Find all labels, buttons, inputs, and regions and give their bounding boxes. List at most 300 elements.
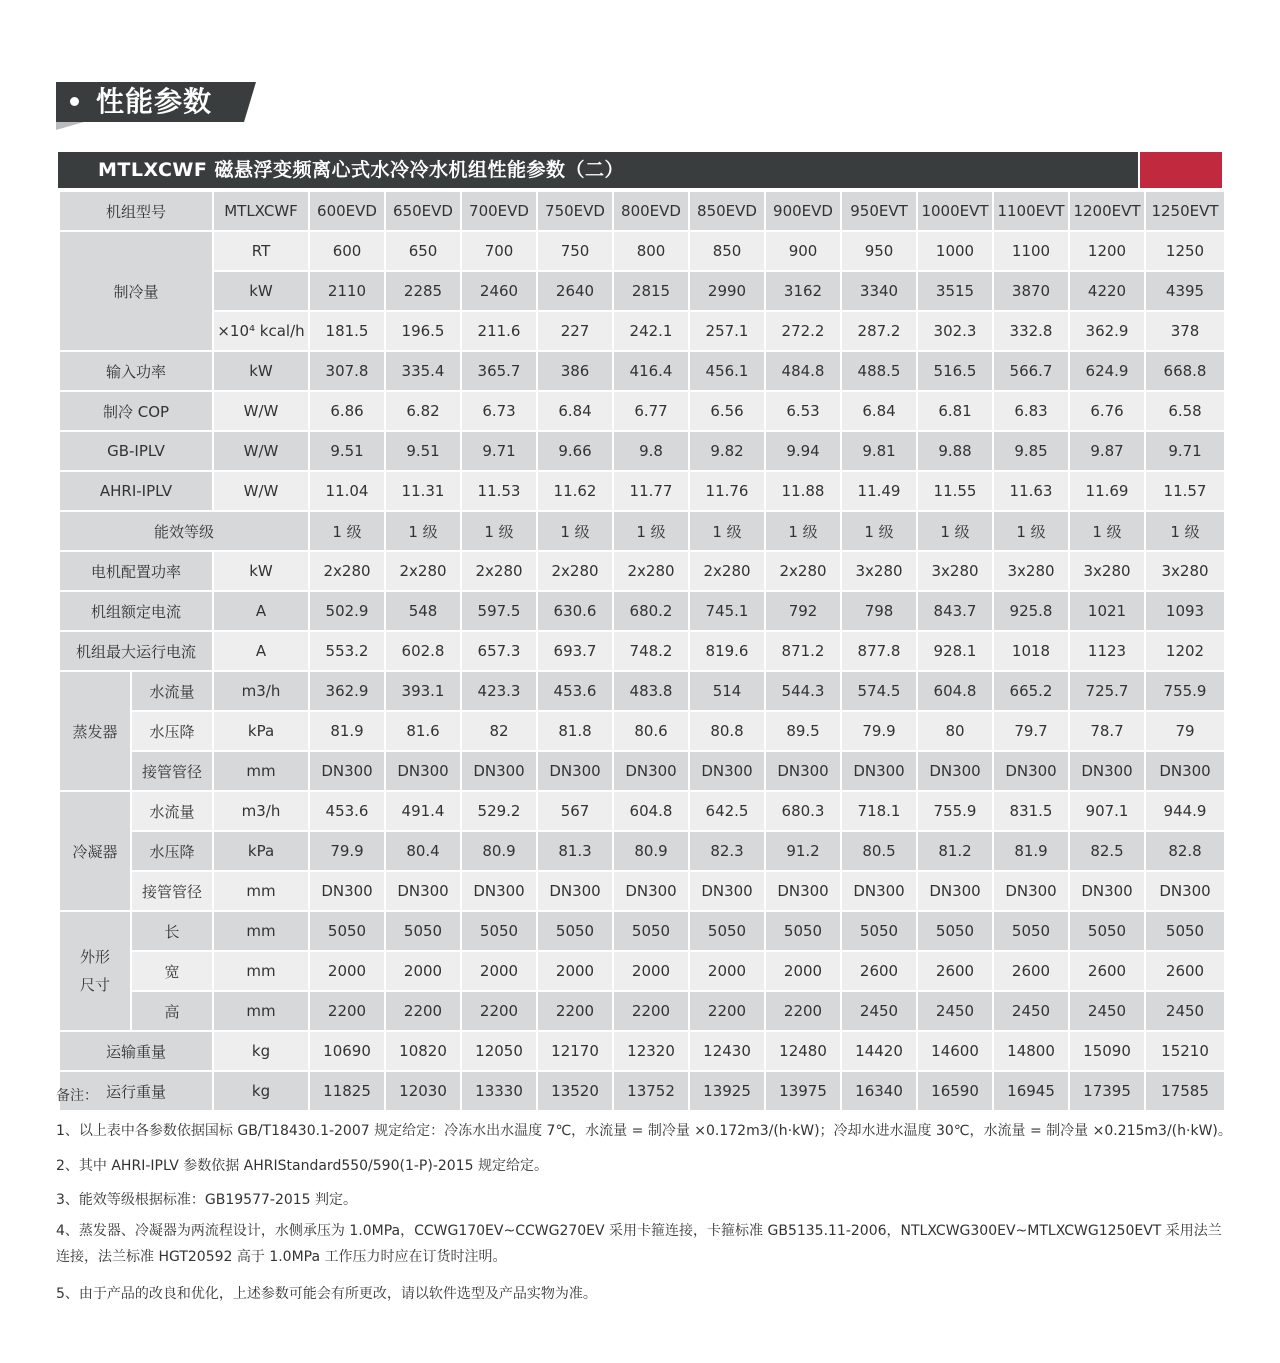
value-cell: 725.7 — [1069, 671, 1145, 711]
model-name: 1000EVT — [917, 191, 993, 231]
value-cell: 5050 — [993, 911, 1069, 951]
value-cell: 2600 — [1069, 951, 1145, 991]
unit-cell: A — [213, 591, 309, 631]
model-name: 950EVT — [841, 191, 917, 231]
value-cell: 2450 — [917, 991, 993, 1031]
model-name: 1100EVT — [993, 191, 1069, 231]
value-cell: 2200 — [309, 991, 385, 1031]
sub-label: 接管管径 — [131, 751, 213, 791]
value-cell: 553.2 — [309, 631, 385, 671]
value-cell: DN300 — [1145, 871, 1225, 911]
value-cell: DN300 — [461, 751, 537, 791]
value-cell: 483.8 — [613, 671, 689, 711]
value-cell: 11.49 — [841, 471, 917, 511]
sub-label: 接管管径 — [131, 871, 213, 911]
value-cell: 745.1 — [689, 591, 765, 631]
note-item: 1、以上表中各参数依据国标 GB/T18430.1-2007 规定给定：冷冻水出水温度 7℃，水流量 = 制冷量 ×0.172m3/(h·kW)；冷却水进水温度 30℃，水流量 = 制冷量 ×0.215m3/(h·kW)。 — [56, 1123, 1232, 1139]
value-cell: DN300 — [765, 871, 841, 911]
value-cell: 602.8 — [385, 631, 461, 671]
row-label: 电机配置功率 — [59, 551, 213, 591]
section-header-fold — [56, 122, 84, 130]
model-name: 700EVD — [461, 191, 537, 231]
note-item: 3、能效等级根据标准：GB19577-2015 判定。 — [56, 1192, 358, 1208]
table-row — [59, 711, 1225, 751]
value-cell: DN300 — [765, 751, 841, 791]
value-cell: 81.6 — [385, 711, 461, 751]
value-cell: 196.5 — [385, 311, 461, 351]
value-cell: 1200 — [1069, 231, 1145, 271]
sub-label: 水流量 — [131, 671, 213, 711]
unit-cell: mm — [213, 911, 309, 951]
note-item: 4、蒸发器、冷凝器为两流程设计，水侧承压为 1.0MPa，CCWG170EV~CCWG270EV 采用卡箍连接，卡箍标准 GB5135.11-2006，NTLXCWG300EV~MTLXCWG1250EVT 采用法兰连接，法兰标准 HGT20592 高于 1.0MPa 工作压力时应在订货时注明。 — [56, 1223, 1222, 1265]
value-cell: DN300 — [689, 871, 765, 911]
unit-cell: mm — [213, 991, 309, 1031]
group-label-evaporator: 蒸发器 — [59, 671, 131, 791]
table-row — [59, 1031, 1225, 1071]
row-label: 运行重量 — [59, 1071, 213, 1111]
value-cell: 5050 — [1145, 911, 1225, 951]
value-cell: 5050 — [765, 911, 841, 951]
value-cell: 12430 — [689, 1031, 765, 1071]
value-cell: 79.7 — [993, 711, 1069, 751]
dimensions-label-line: 外形 — [79, 948, 110, 966]
value-cell: 792 — [765, 591, 841, 631]
unit-cell: m3/h — [213, 791, 309, 831]
table-row — [59, 951, 1225, 991]
value-cell: 3x280 — [1069, 551, 1145, 591]
value-cell: DN300 — [537, 751, 613, 791]
value-cell: DN300 — [385, 751, 461, 791]
value-cell: 1 级 — [765, 511, 841, 551]
value-cell: 13925 — [689, 1071, 765, 1111]
value-cell: 16590 — [917, 1071, 993, 1111]
value-cell: 11.55 — [917, 471, 993, 511]
table-row — [59, 751, 1225, 791]
value-cell: 82.5 — [1069, 831, 1145, 871]
value-cell: 1250 — [1145, 231, 1225, 271]
value-cell: 529.2 — [461, 791, 537, 831]
value-cell: 6.84 — [841, 391, 917, 431]
value-cell: 11.62 — [537, 471, 613, 511]
value-cell: 2450 — [1145, 991, 1225, 1031]
unit-cell: m3/h — [213, 671, 309, 711]
value-cell: 78.7 — [1069, 711, 1145, 751]
value-cell: 3x280 — [841, 551, 917, 591]
value-cell: 748.2 — [613, 631, 689, 671]
unit-cell: kg — [213, 1031, 309, 1071]
unit-cell: RT — [213, 231, 309, 271]
value-cell: 9.66 — [537, 431, 613, 471]
value-cell: 1 级 — [309, 511, 385, 551]
row-label: 机组最大运行电流 — [59, 631, 213, 671]
value-cell: DN300 — [309, 871, 385, 911]
value-cell: 11.77 — [613, 471, 689, 511]
value-cell: 9.51 — [309, 431, 385, 471]
table-row — [59, 1071, 1225, 1111]
value-cell: DN300 — [613, 751, 689, 791]
model-name: 1250EVT — [1145, 191, 1225, 231]
value-cell: 2450 — [1069, 991, 1145, 1031]
value-cell: 657.3 — [461, 631, 537, 671]
value-cell: 5050 — [385, 911, 461, 951]
value-cell: 11.53 — [461, 471, 537, 511]
value-cell: 6.77 — [613, 391, 689, 431]
value-cell: 9.71 — [1145, 431, 1225, 471]
table-row — [59, 471, 1225, 511]
value-cell: 5050 — [613, 911, 689, 951]
value-cell: 2x280 — [385, 551, 461, 591]
value-cell: 843.7 — [917, 591, 993, 631]
table-row — [59, 791, 1225, 831]
value-cell: 819.6 — [689, 631, 765, 671]
value-cell: 6.82 — [385, 391, 461, 431]
value-cell: 4395 — [1145, 271, 1225, 311]
value-cell: DN300 — [841, 751, 917, 791]
value-cell: 9.94 — [765, 431, 841, 471]
model-name: 750EVD — [537, 191, 613, 231]
row-label: 输入功率 — [59, 351, 213, 391]
value-cell: 831.5 — [993, 791, 1069, 831]
value-cell: 1 级 — [385, 511, 461, 551]
value-cell: 211.6 — [461, 311, 537, 351]
value-cell: 1093 — [1145, 591, 1225, 631]
value-cell: 80.5 — [841, 831, 917, 871]
value-cell: 1 级 — [917, 511, 993, 551]
value-cell: 11.31 — [385, 471, 461, 511]
value-cell: 6.58 — [1145, 391, 1225, 431]
value-cell: 14800 — [993, 1031, 1069, 1071]
value-cell: 2000 — [385, 951, 461, 991]
value-cell: 456.1 — [689, 351, 765, 391]
value-cell: 680.3 — [765, 791, 841, 831]
row-label: 机组额定电流 — [59, 591, 213, 631]
value-cell: 925.8 — [993, 591, 1069, 631]
value-cell: 9.8 — [613, 431, 689, 471]
value-cell: 668.8 — [1145, 351, 1225, 391]
performance-table — [58, 190, 1226, 1112]
value-cell: 3870 — [993, 271, 1069, 311]
value-cell: 453.6 — [309, 791, 385, 831]
value-cell: 3515 — [917, 271, 993, 311]
value-cell: 5050 — [461, 911, 537, 951]
value-cell: 2200 — [537, 991, 613, 1031]
value-cell: DN300 — [993, 751, 1069, 791]
sub-label: 水压降 — [131, 711, 213, 751]
value-cell: 650 — [385, 231, 461, 271]
value-cell: 287.2 — [841, 311, 917, 351]
value-cell: 2x280 — [309, 551, 385, 591]
value-cell: 13330 — [461, 1071, 537, 1111]
value-cell: 378 — [1145, 311, 1225, 351]
model-name: 600EVD — [309, 191, 385, 231]
value-cell: DN300 — [841, 871, 917, 911]
value-cell: 514 — [689, 671, 765, 711]
value-cell: 80.9 — [613, 831, 689, 871]
value-cell: 9.85 — [993, 431, 1069, 471]
value-cell: 6.56 — [689, 391, 765, 431]
sub-label: 高 — [131, 991, 213, 1031]
value-cell: 13520 — [537, 1071, 613, 1111]
row-label: AHRI-IPLV — [59, 471, 213, 511]
value-cell: 5050 — [309, 911, 385, 951]
model-name: 800EVD — [613, 191, 689, 231]
value-cell: 181.5 — [309, 311, 385, 351]
value-cell: 755.9 — [1145, 671, 1225, 711]
unit-cell: mm — [213, 751, 309, 791]
table-row — [59, 311, 1225, 351]
value-cell: 386 — [537, 351, 613, 391]
table-row — [59, 831, 1225, 871]
value-cell: DN300 — [917, 751, 993, 791]
note-item: 5、由于产品的改良和优化，上述参数可能会有所更改，请以软件选型及产品实物为准。 — [56, 1286, 597, 1302]
value-cell: 416.4 — [613, 351, 689, 391]
model-name: 1200EVT — [1069, 191, 1145, 231]
value-cell: 13752 — [613, 1071, 689, 1111]
value-cell: 12320 — [613, 1031, 689, 1071]
value-cell: 566.7 — [993, 351, 1069, 391]
value-cell: 2200 — [765, 991, 841, 1031]
unit-cell: kPa — [213, 711, 309, 751]
value-cell: 2450 — [841, 991, 917, 1031]
unit-cell: kW — [213, 551, 309, 591]
value-cell: 6.73 — [461, 391, 537, 431]
value-cell: 227 — [537, 311, 613, 351]
value-cell: 81.9 — [993, 831, 1069, 871]
value-cell: 10690 — [309, 1031, 385, 1071]
unit-cell: mm — [213, 871, 309, 911]
sub-label: 长 — [131, 911, 213, 951]
value-cell: 2x280 — [613, 551, 689, 591]
value-cell: 2600 — [1145, 951, 1225, 991]
value-cell: 362.9 — [1069, 311, 1145, 351]
value-cell: 1123 — [1069, 631, 1145, 671]
value-cell: 680.2 — [613, 591, 689, 631]
value-cell: 12480 — [765, 1031, 841, 1071]
value-cell: 484.8 — [765, 351, 841, 391]
value-cell: DN300 — [689, 751, 765, 791]
value-cell: DN300 — [1145, 751, 1225, 791]
value-cell: 2640 — [537, 271, 613, 311]
value-cell: 5050 — [841, 911, 917, 951]
value-cell: 362.9 — [309, 671, 385, 711]
value-cell: 9.82 — [689, 431, 765, 471]
value-cell: 1000 — [917, 231, 993, 271]
sub-label: 宽 — [131, 951, 213, 991]
value-cell: 491.4 — [385, 791, 461, 831]
value-cell: 944.9 — [1145, 791, 1225, 831]
value-cell: DN300 — [1069, 871, 1145, 911]
value-cell: 453.6 — [537, 671, 613, 711]
unit-cell: kW — [213, 351, 309, 391]
table-title: MTLXCWF 磁悬浮变频离心式水冷冷水机组性能参数（二） — [98, 159, 624, 181]
value-cell: 750 — [537, 231, 613, 271]
value-cell: 600 — [309, 231, 385, 271]
value-cell: 11.04 — [309, 471, 385, 511]
unit-cell: kW — [213, 271, 309, 311]
value-cell: DN300 — [385, 871, 461, 911]
table-row — [59, 431, 1225, 471]
value-cell: 2000 — [537, 951, 613, 991]
value-cell: 907.1 — [1069, 791, 1145, 831]
table-row — [59, 551, 1225, 591]
value-cell: 544.3 — [765, 671, 841, 711]
value-cell: 2000 — [765, 951, 841, 991]
value-cell: 79.9 — [841, 711, 917, 751]
value-cell: 11.57 — [1145, 471, 1225, 511]
value-cell: 850 — [689, 231, 765, 271]
value-cell: 79 — [1145, 711, 1225, 751]
bullet-icon — [70, 97, 79, 106]
unit-cell: W/W — [213, 431, 309, 471]
value-cell: 11.69 — [1069, 471, 1145, 511]
value-cell: 11825 — [309, 1071, 385, 1111]
value-cell: 630.6 — [537, 591, 613, 631]
row-label: 制冷 COP — [59, 391, 213, 431]
value-cell: 81.2 — [917, 831, 993, 871]
value-cell: 516.5 — [917, 351, 993, 391]
unit-cell: W/W — [213, 471, 309, 511]
value-cell: 1 级 — [689, 511, 765, 551]
row-label: 运输重量 — [59, 1031, 213, 1071]
value-cell: 2600 — [993, 951, 1069, 991]
value-cell: DN300 — [993, 871, 1069, 911]
value-cell: 2200 — [385, 991, 461, 1031]
value-cell: 5050 — [917, 911, 993, 951]
value-cell: 9.71 — [461, 431, 537, 471]
value-cell: 2285 — [385, 271, 461, 311]
value-cell: 6.84 — [537, 391, 613, 431]
value-cell: 693.7 — [537, 631, 613, 671]
value-cell: 1 级 — [537, 511, 613, 551]
value-cell: 1 级 — [841, 511, 917, 551]
value-cell: 332.8 — [993, 311, 1069, 351]
value-cell: 6.76 — [1069, 391, 1145, 431]
value-cell: 1 级 — [1069, 511, 1145, 551]
table-row — [59, 511, 1225, 551]
table-row — [59, 911, 1225, 951]
value-cell: 548 — [385, 591, 461, 631]
value-cell: 3x280 — [917, 551, 993, 591]
value-cell: 2200 — [461, 991, 537, 1031]
table-row — [59, 991, 1225, 1031]
value-cell: 2x280 — [765, 551, 841, 591]
unit-cell: A — [213, 631, 309, 671]
value-cell: 80.8 — [689, 711, 765, 751]
value-cell: 272.2 — [765, 311, 841, 351]
value-cell: 2200 — [689, 991, 765, 1031]
value-cell: 5050 — [1069, 911, 1145, 951]
value-cell: 900 — [765, 231, 841, 271]
table-row — [59, 271, 1225, 311]
value-cell: 2815 — [613, 271, 689, 311]
value-cell: 365.7 — [461, 351, 537, 391]
value-cell: 82.8 — [1145, 831, 1225, 871]
value-cell: 14600 — [917, 1031, 993, 1071]
value-cell: 700 — [461, 231, 537, 271]
notes-heading: 备注： — [56, 1088, 98, 1104]
unit-cell: kg — [213, 1071, 309, 1111]
value-cell: 604.8 — [613, 791, 689, 831]
value-cell: DN300 — [309, 751, 385, 791]
unit-cell: W/W — [213, 391, 309, 431]
value-cell: 1202 — [1145, 631, 1225, 671]
value-cell: DN300 — [917, 871, 993, 911]
model-name: 900EVD — [765, 191, 841, 231]
value-cell: 14420 — [841, 1031, 917, 1071]
value-cell: 574.5 — [841, 671, 917, 711]
value-cell: 642.5 — [689, 791, 765, 831]
unit-cell: ×10⁴ kcal/h — [213, 311, 309, 351]
value-cell: 12170 — [537, 1031, 613, 1071]
value-cell: 2200 — [613, 991, 689, 1031]
value-cell: 624.9 — [1069, 351, 1145, 391]
value-cell: DN300 — [461, 871, 537, 911]
section-title: 性能参数 — [96, 85, 213, 118]
value-cell: 1 级 — [993, 511, 1069, 551]
model-name: 650EVD — [385, 191, 461, 231]
table-row — [59, 591, 1225, 631]
sub-label: 水压降 — [131, 831, 213, 871]
value-cell: 9.88 — [917, 431, 993, 471]
table-row — [59, 631, 1225, 671]
value-cell: 81.3 — [537, 831, 613, 871]
value-cell: 950 — [841, 231, 917, 271]
unit-cell: kPa — [213, 831, 309, 871]
value-cell: 257.1 — [689, 311, 765, 351]
value-cell: 2450 — [993, 991, 1069, 1031]
value-cell: 6.81 — [917, 391, 993, 431]
value-cell: 9.51 — [385, 431, 461, 471]
value-cell: 928.1 — [917, 631, 993, 671]
value-cell: 11.88 — [765, 471, 841, 511]
value-cell: 1 级 — [613, 511, 689, 551]
unit-cell: mm — [213, 951, 309, 991]
table-row — [59, 231, 1225, 271]
value-cell: 2110 — [309, 271, 385, 311]
value-cell: 17585 — [1145, 1071, 1225, 1111]
value-cell: 2x280 — [537, 551, 613, 591]
value-cell: 2000 — [461, 951, 537, 991]
table-title-bar — [58, 152, 1138, 188]
value-cell: 393.1 — [385, 671, 461, 711]
value-cell: 1021 — [1069, 591, 1145, 631]
value-cell: 798 — [841, 591, 917, 631]
table-row — [59, 671, 1225, 711]
value-cell: 80.4 — [385, 831, 461, 871]
value-cell: 81.9 — [309, 711, 385, 751]
value-cell: 91.2 — [765, 831, 841, 871]
value-cell: 80 — [917, 711, 993, 751]
value-cell: 800 — [613, 231, 689, 271]
value-cell: 3162 — [765, 271, 841, 311]
value-cell: 2x280 — [461, 551, 537, 591]
value-cell: 12050 — [461, 1031, 537, 1071]
value-cell: 82.3 — [689, 831, 765, 871]
value-cell: 335.4 — [385, 351, 461, 391]
value-cell: 423.3 — [461, 671, 537, 711]
note-item: 2、其中 AHRI-IPLV 参数依据 AHRIStandard550/590(1-P)-2015 规定给定。 — [56, 1158, 548, 1174]
value-cell: 2000 — [309, 951, 385, 991]
value-cell: 16340 — [841, 1071, 917, 1111]
value-cell: 15210 — [1145, 1031, 1225, 1071]
value-cell: 80.9 — [461, 831, 537, 871]
value-cell: 3x280 — [993, 551, 1069, 591]
value-cell: 877.8 — [841, 631, 917, 671]
model-header-label: 机组型号 — [59, 191, 213, 231]
value-cell: 4220 — [1069, 271, 1145, 311]
table-row — [59, 351, 1225, 391]
value-cell: 2000 — [689, 951, 765, 991]
